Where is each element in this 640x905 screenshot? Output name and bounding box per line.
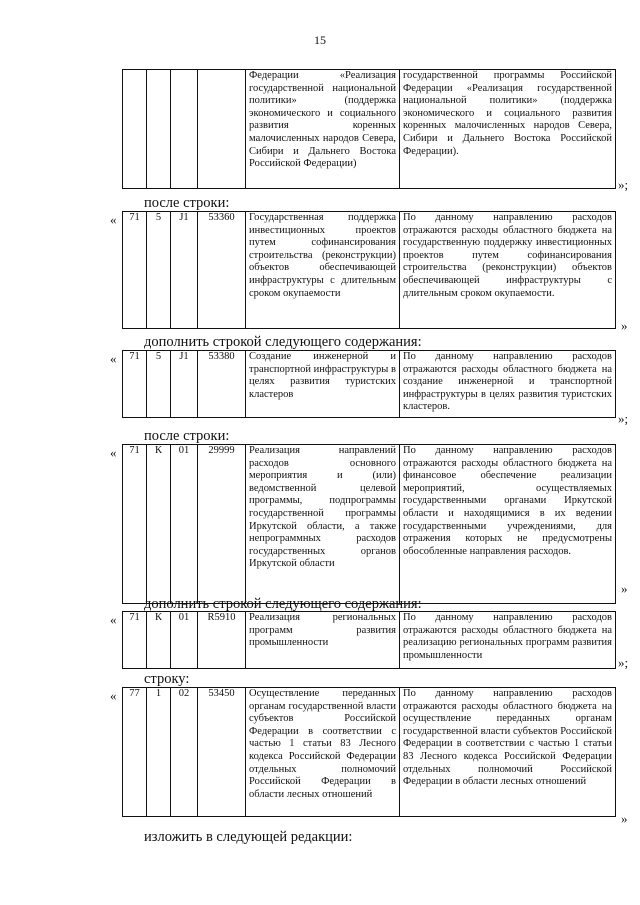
description-cell: По данному направлению расходов отражаются расходы областного бюджета на осуществление переданных органам государственной власти субъектов Российской Федерации в соответствии с частью 1 статьи 83 Лесного кодекса Российской Федерации отдельных полномочий Российской Федерации в области лесных отношений: [400, 688, 616, 817]
table-row: [123, 351, 616, 418]
heading-row: строку:: [144, 671, 190, 687]
code-cell-4: 29999: [198, 445, 246, 604]
code-cell-1: 77: [123, 688, 147, 817]
description-cell: государственной программы Российской Федерации «Реализация государственной национальной политики» (поддержка экономического и социального развития коренных малочисленных народов Севера, Сибири и Дальнего Востока Российской Федерации).: [400, 70, 616, 189]
code-cell-2: 5: [147, 351, 171, 418]
name-cell: Федерации «Реализация государственной национальной политики» (поддержка экономического и социального развития коренных малочисленных народов Севера, Сибири и Дальнего Востока Российской Федерации): [246, 70, 400, 189]
close-quote: »: [621, 811, 628, 826]
code-cell-4: R5910: [198, 612, 246, 669]
name-cell: Государственная поддержка инвестиционных проектов путем софинансирования строительства (реконструкции) объектов обеспечивающей инфраструктуры с длительным сроком окупаемости: [246, 212, 400, 329]
code-cell-3: J1: [171, 351, 198, 418]
code-cell-2: К: [147, 612, 171, 669]
name-cell: Создание инженерной и транспортной инфраструктуры в целях развития туристских кластеров: [246, 351, 400, 418]
code-cell-2: [147, 70, 171, 189]
code-cell-2: К: [147, 445, 171, 604]
code-cell-3: 02: [171, 688, 198, 817]
description-cell: По данному направлению расходов отражаются расходы областного бюджета на государственную поддержку инвестиционных проектов путем софинансирования строительства (реконструкции) объектов обеспечивающей инфраструктуры с длительным сроком окупаемости.: [400, 212, 616, 329]
code-cell-3: J1: [171, 212, 198, 329]
heading-add-row: дополнить строкой следующего содержания:: [144, 596, 422, 612]
table-row: [123, 612, 616, 669]
code-cell-3: [171, 70, 198, 189]
table-fragment-2: [122, 211, 616, 329]
code-cell-1: 71: [123, 351, 147, 418]
close-quote: »: [621, 318, 628, 333]
table-fragment-4: [122, 444, 616, 604]
heading-state-as: изложить в следующей редакции:: [144, 829, 353, 845]
open-quote: «: [110, 612, 117, 627]
code-cell-4: 53380: [198, 351, 246, 418]
page-number: 15: [314, 33, 326, 47]
open-quote: «: [110, 212, 117, 227]
description-cell: По данному направлению расходов отражаются расходы областного бюджета на создание инженерной и транспортной инфраструктуры в целях развития туристских кластеров.: [400, 351, 616, 418]
code-cell-3: 01: [171, 612, 198, 669]
heading-add-row: дополнить строкой следующего содержания:: [144, 334, 422, 350]
code-cell-1: 71: [123, 212, 147, 329]
code-cell-1: [123, 70, 147, 189]
code-cell-1: 71: [123, 445, 147, 604]
code-cell-4: [198, 70, 246, 189]
open-quote: «: [110, 445, 117, 460]
description-cell: По данному направлению расходов отражаются расходы областного бюджета на реализацию региональных программ развития промышленности: [400, 612, 616, 669]
code-cell-4: 53360: [198, 212, 246, 329]
heading-after-row: после строки:: [144, 195, 230, 211]
open-quote: «: [110, 351, 117, 366]
close-quote: »;: [618, 411, 629, 426]
close-quote: »;: [618, 655, 629, 670]
code-cell-3: 01: [171, 445, 198, 604]
code-cell-2: 5: [147, 212, 171, 329]
name-cell: Реализация региональных программ развития промышленности: [246, 612, 400, 669]
description-cell: По данному направлению расходов отражаются расходы областного бюджета на финансовое обеспечение реализации мероприятий, осуществляемых государственными органами Иркутской области и находящимися в их ведении государственными учреждениями, для отражения которых не предусмотрены обособленные направления расходов.: [400, 445, 616, 604]
table-fragment-1: [122, 69, 616, 189]
name-cell: Осуществление переданных органам государственной власти субъектов Российской Федерации в соответствии с частью 1 статьи 83 Лесного кодекса Российской Федерации отдельных полномочий Российской Федерации в области лесных отношений: [246, 688, 400, 817]
table-row: [123, 688, 616, 817]
table-row: [123, 70, 616, 189]
code-cell-1: 71: [123, 612, 147, 669]
heading-after-row: после строки:: [144, 428, 230, 444]
open-quote: «: [110, 688, 117, 703]
table-row: [123, 445, 616, 604]
close-quote: »;: [618, 177, 629, 192]
table-row: [123, 212, 616, 329]
close-quote: »: [621, 581, 628, 596]
code-cell-2: 1: [147, 688, 171, 817]
table-fragment-3: [122, 350, 616, 418]
name-cell: Реализация направлений расходов основного мероприятия и (или) ведомственной целевой программы, подпрограммы государственной программы Иркутской области, а также непрограммных расходов государственных органов Иркутской области: [246, 445, 400, 604]
code-cell-4: 53450: [198, 688, 246, 817]
table-fragment-6: [122, 687, 616, 817]
table-fragment-5: [122, 611, 616, 669]
